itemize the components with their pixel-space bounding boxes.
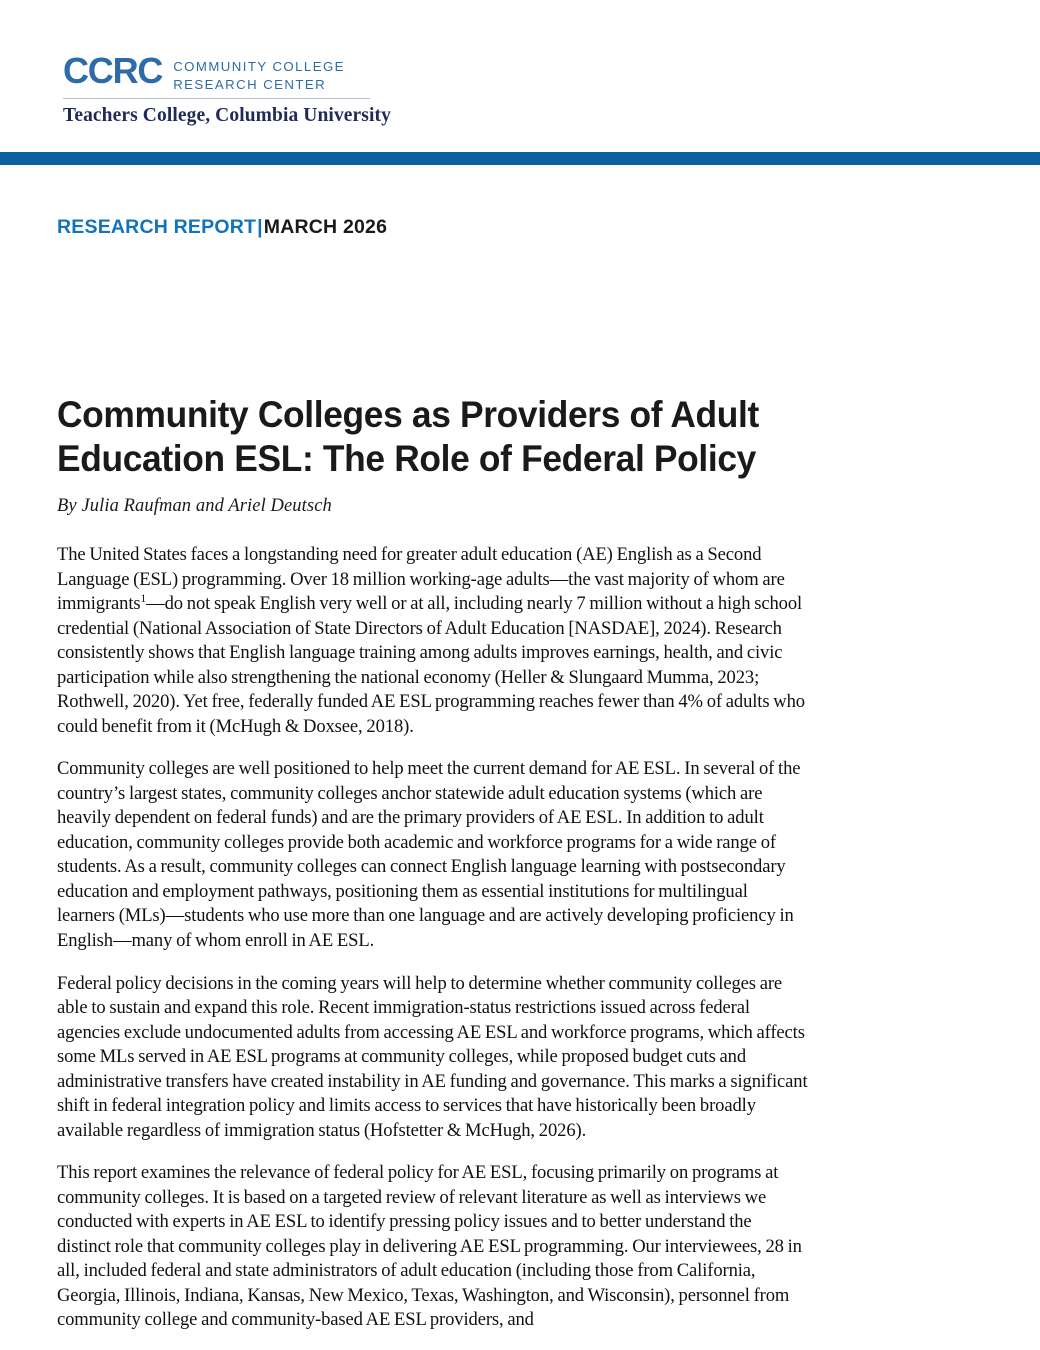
- kicker-report-type: RESEARCH REPORT: [57, 216, 257, 238]
- logo-acronym: CCRC: [63, 50, 163, 91]
- paragraph-1-part-a: The United States faces a longstanding need for greater adult education (AE) English as a Second Language (ESL) programming. Over 18 million working-age adults—the vast majority of whom are immigrants: [57, 544, 785, 615]
- byline: By Julia Raufman and Ariel Deutsch: [57, 496, 332, 516]
- brand-blue-bar: [0, 152, 1040, 165]
- kicker-date: MARCH 2026: [263, 216, 388, 238]
- logo-wordmark: [173, 55, 345, 93]
- ccrc-logo: [63, 50, 391, 127]
- body-copy: [57, 543, 809, 1333]
- paragraph-3: Federal policy decisions in the coming years will help to determine whether community colleges are able to sustain and expand this role. Recent immigration-status restrictions issued across federal agencies exclude undocumented adults from accessing AE ESL and workforce programs, which affects some MLs served in AE ESL programs at community colleges, while proposed budget cuts and administrative transfers have created instability in AE funding and governance. This marks a significant shift in federal integration policy and limits access to services that have historically been broadly available regardless of immigration status (Hofstetter & McHugh, 2026).: [57, 972, 808, 1141]
- kicker-separator: |: [257, 216, 263, 238]
- masthead: [0, 0, 1040, 150]
- footnote-marker-1: 1: [140, 592, 147, 605]
- paragraph-2: Community colleges are well positioned to help meet the current demand for AE ESL. In several of the country’s largest states, community colleges anchor statewide adult education systems (which are heavily dependent on federal funds) and are the primary providers of AE ESL. In addition to adult education, community colleges provide both academic and workforce programs for a wide range of students. As a result, community colleges can connect English language learning with postsecondary education and employment pathways, positioning them as essential institutions for multilingual learners (MLs)—students who use more than one language and are actively developing proficiency in English—many of whom enroll in AE ESL.: [57, 758, 801, 951]
- logo-institution-name: Teachers College, Columbia University: [63, 105, 391, 127]
- paragraph-1-part-b: —do not speak English very well or at all, including nearly 7 million without a high school credential (National Association of State Directors of Adult Education [NASDAE], 2024). Research consistently shows that English language training among adults improves earnings, health, and civic participation while also strengthening the national economy (Heller & Slungaard Mumma, 2023; Rothwell, 2020). Yet free, federally funded AE ESL programming reaches fewer than 4% of adults who could benefit from it (McHugh & Doxsee, 2018).: [57, 593, 805, 737]
- paragraph-1: [57, 543, 809, 739]
- page-title: Community Colleges as Providers of Adult Education ESL: The Role of Federal Policy: [57, 393, 759, 479]
- logo-primary-lockup: [63, 50, 383, 93]
- report-kicker: [57, 216, 387, 239]
- paragraph-4: This report examines the relevance of federal policy for AE ESL, focusing primarily on programs at community colleges. It is based on a targeted review of relevant literature as well as interviews we conducted with experts in AE ESL to identify pressing policy issues and to better understand the distinct role that community colleges play in delivering AE ESL programming. Our interviewees, 28 in all, included federal and state administrators of adult education (including those from California, Georgia, Illinois, Indiana, Kansas, New Mexico, Texas, Washington, and Wisconsin), personnel from community college and community-based AE ESL providers, and: [57, 1162, 802, 1331]
- logo-wordmark-line-1: COMMUNITY COLLEGE: [173, 59, 345, 74]
- logo-wordmark-line-2: RESEARCH CENTER: [173, 76, 327, 92]
